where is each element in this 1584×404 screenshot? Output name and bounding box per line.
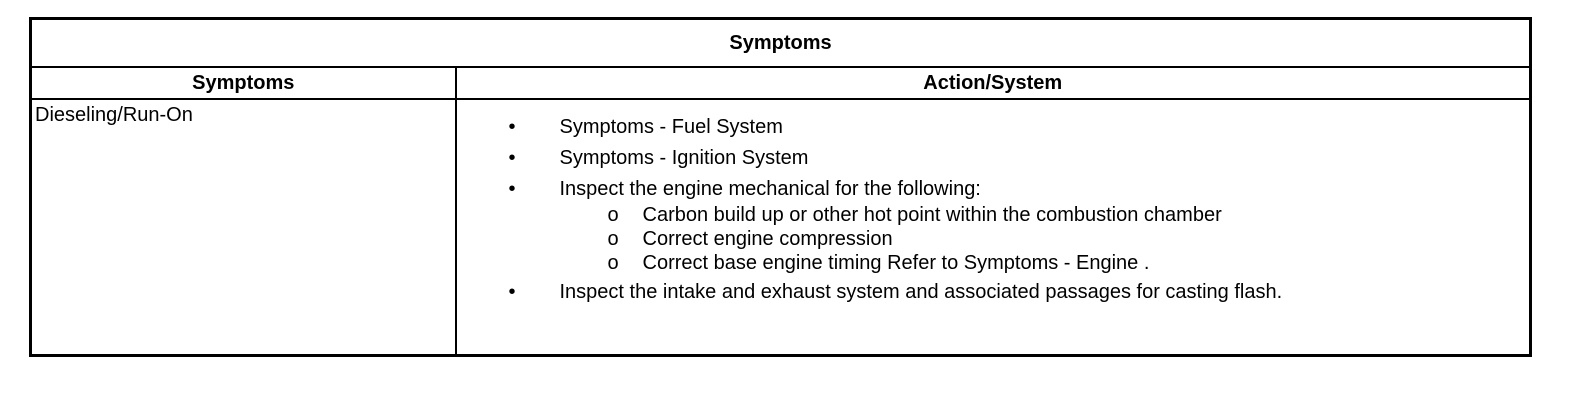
circle-bullet-icon: o (607, 252, 619, 274)
circle-bullet-icon: o (607, 204, 619, 226)
symptom-cell: Dieseling/Run-On (31, 99, 456, 356)
sub-item-text: Carbon build up or other hot point within the combustion chamber (642, 204, 1222, 226)
action-ignition-system-link[interactable]: Symptoms - Ignition System (559, 147, 809, 169)
list-item (457, 145, 1530, 172)
action-inspect-engine-text: Inspect the engine mechanical for the following: (559, 178, 981, 200)
sub-item-text: Correct engine compression (642, 228, 893, 250)
bullet-icon: • (508, 178, 516, 200)
symptoms-table (29, 17, 1532, 357)
symptoms-column-header: Symptoms (31, 67, 456, 99)
sub-list-item (560, 251, 1530, 275)
circle-bullet-icon: o (607, 228, 619, 250)
sub-list-item (560, 227, 1530, 251)
table-header-row (31, 67, 1531, 99)
bullet-icon: • (508, 147, 516, 169)
table-title: Symptoms (31, 19, 1531, 68)
action-system-column-header: Action/System (456, 67, 1531, 99)
action-cell (456, 99, 1531, 356)
bullet-icon: • (508, 116, 516, 138)
table-row (31, 99, 1531, 356)
action-list (457, 114, 1530, 306)
engine-checks-sublist (560, 203, 1530, 275)
list-item (457, 114, 1530, 141)
list-item (457, 279, 1530, 306)
bullet-icon: • (508, 281, 516, 303)
list-item (457, 176, 1530, 275)
table-title-row (31, 19, 1531, 68)
sub-list-item (560, 203, 1530, 227)
action-fuel-system-link[interactable]: Symptoms - Fuel System (559, 116, 783, 138)
sub-item-text: Correct base engine timing Refer to Symptoms - Engine . (642, 252, 1150, 274)
action-inspect-intake-text: Inspect the intake and exhaust system and associated passages for casting flash. (559, 281, 1283, 303)
